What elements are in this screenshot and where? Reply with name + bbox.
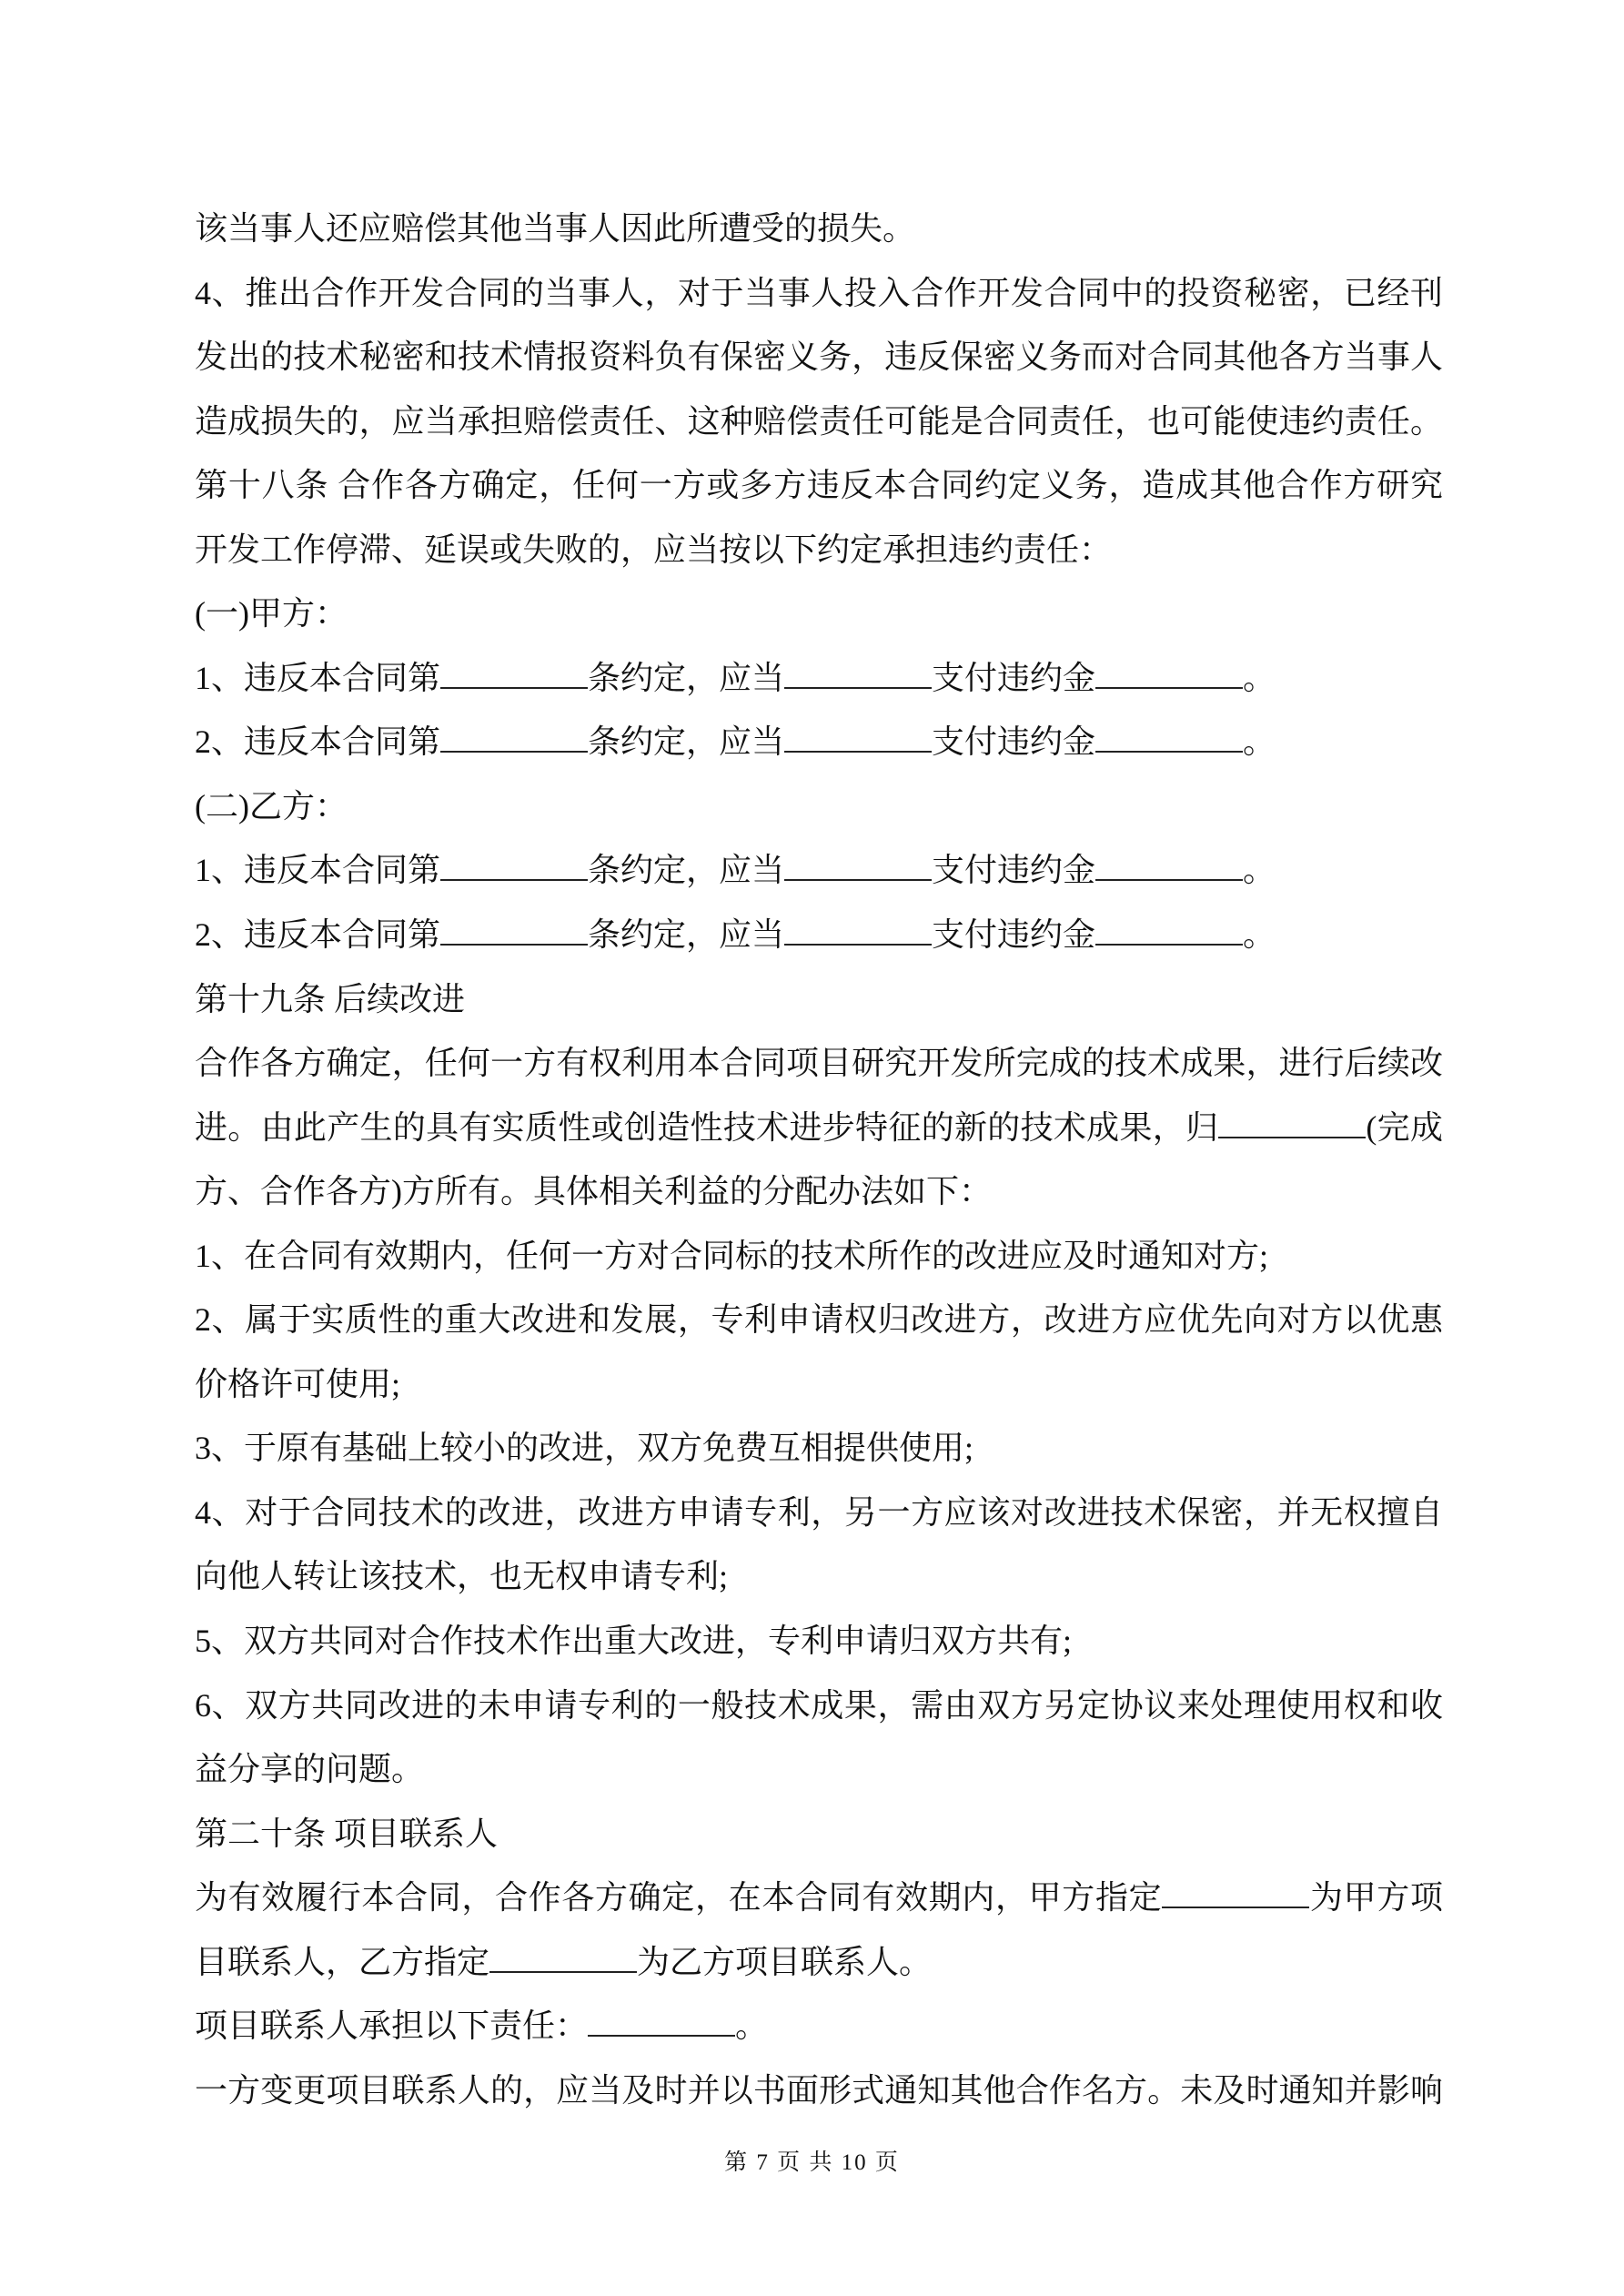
fill-in-blank[interactable] bbox=[1095, 662, 1243, 689]
text-segment: 为有效履行本合同，合作各方确定，在本合同有效期内，甲方指定 bbox=[195, 1879, 1163, 1917]
fill-in-blank[interactable] bbox=[440, 662, 588, 689]
text-line bbox=[195, 1416, 1443, 1481]
text-segment: 价格许可使用; bbox=[195, 1365, 401, 1402]
text-line bbox=[195, 1674, 1443, 1738]
text-line bbox=[195, 1930, 1443, 1995]
text-segment: 第十八条 合作各方确定，任何一方或多方违反本合同约定义务，造成其他合作方研究 bbox=[195, 467, 1443, 504]
text-line bbox=[195, 1609, 1443, 1674]
text-segment: 合作各方确定，任何一方有权利用本合同项目研究开发所完成的技术成果，进行后续改 bbox=[195, 1045, 1443, 1082]
document-body bbox=[195, 197, 1443, 2122]
text-line bbox=[195, 261, 1443, 326]
text-segment: 益分享的问题。 bbox=[195, 1751, 425, 1788]
text-line bbox=[195, 389, 1443, 454]
text-line bbox=[195, 1096, 1443, 1160]
text-segment: 条约定，应当 bbox=[588, 723, 785, 761]
fill-in-blank[interactable] bbox=[489, 1946, 637, 1973]
text-line bbox=[195, 1994, 1443, 2058]
text-line bbox=[195, 1031, 1443, 1096]
text-line bbox=[195, 1159, 1443, 1224]
page-footer: 第 7 页 共 10 页 bbox=[724, 2150, 900, 2175]
fill-in-blank[interactable] bbox=[440, 918, 588, 946]
text-segment: 5、双方共同对合作技术作出重大改进，专利申请归双方共有; bbox=[195, 1623, 1073, 1660]
text-segment: 1、违反本合同第 bbox=[195, 852, 441, 889]
text-segment: 支付违约金 bbox=[932, 916, 1096, 954]
text-line bbox=[195, 774, 1443, 839]
text-segment: 发出的技术秘密和技术情报资料负有保密义务，违反保密义务而对合同其他各方当事人 bbox=[195, 339, 1443, 376]
text-line bbox=[195, 838, 1443, 903]
text-line bbox=[195, 1544, 1443, 1609]
text-line bbox=[195, 2058, 1443, 2123]
text-segment: 1、在合同有效期内，任何一方对合同标的技术所作的改进应及时通知对方; bbox=[195, 1237, 1269, 1274]
text-segment: 3、于原有基础上较小的改进，双方免费互相提供使用; bbox=[195, 1430, 974, 1467]
text-segment: 1、违反本合同第 bbox=[195, 659, 441, 696]
text-line bbox=[195, 582, 1443, 646]
text-line bbox=[195, 325, 1443, 389]
text-line bbox=[195, 903, 1443, 967]
text-line bbox=[195, 967, 1443, 1032]
fill-in-blank[interactable] bbox=[1095, 725, 1243, 753]
text-segment: 目联系人，乙方指定 bbox=[195, 1943, 490, 1980]
text-line bbox=[195, 1737, 1443, 1802]
text-segment: (二)乙方： bbox=[195, 787, 348, 824]
fill-in-blank[interactable] bbox=[1095, 854, 1243, 881]
text-segment: 造成损失的，应当承担赔偿责任、这种赔偿责任可能是合同责任，也可能使违约责任。 bbox=[195, 402, 1443, 440]
text-line bbox=[195, 710, 1443, 774]
fill-in-blank[interactable] bbox=[440, 854, 588, 881]
text-segment: 。 bbox=[1243, 916, 1276, 954]
text-segment: 一方变更项目联系人的，应当及时并以书面形式通知其他合作名方。未及时通知并影响 bbox=[195, 2071, 1443, 2109]
text-segment: 为甲方项 bbox=[1309, 1879, 1443, 1917]
fill-in-blank[interactable] bbox=[784, 918, 932, 946]
text-line bbox=[195, 1481, 1443, 1545]
fill-in-blank[interactable] bbox=[588, 2009, 735, 2037]
text-segment: 支付违约金 bbox=[932, 723, 1096, 761]
text-segment: 第二十条 项目联系人 bbox=[195, 1815, 499, 1852]
text-segment: 4、推出合作开发合同的当事人，对于当事人投入合作开发合同中的投资秘密，已经刊 bbox=[195, 274, 1443, 311]
text-segment: 条约定，应当 bbox=[588, 659, 785, 696]
text-segment: 2、属于实质性的重大改进和发展，专利申请权归改进方，改进方应优先向对方以优惠 bbox=[195, 1301, 1443, 1339]
text-segment: 2、违反本合同第 bbox=[195, 723, 441, 761]
text-segment: (完成 bbox=[1366, 1108, 1443, 1146]
fill-in-blank[interactable] bbox=[1095, 918, 1243, 946]
text-segment: 项目联系人承担以下责任： bbox=[195, 2008, 589, 2045]
fill-in-blank[interactable] bbox=[784, 854, 932, 881]
text-segment: 方、合作各方)方所有。具体相关利益的分配办法如下： bbox=[195, 1173, 992, 1210]
text-segment: 4、对于合同技术的改进，改进方申请专利，另一方应该对改进技术保密，并无权擅自 bbox=[195, 1493, 1443, 1531]
text-segment: 。 bbox=[735, 2008, 769, 2045]
text-line bbox=[195, 453, 1443, 518]
text-segment: 。 bbox=[1243, 852, 1276, 889]
text-segment: 支付违约金 bbox=[932, 852, 1096, 889]
text-segment: 该当事人还应赔偿其他当事人因此所遭受的损失。 bbox=[195, 210, 916, 247]
fill-in-blank[interactable] bbox=[440, 725, 588, 753]
text-line bbox=[195, 1802, 1443, 1866]
text-line bbox=[195, 1352, 1443, 1417]
text-segment: 支付违约金 bbox=[932, 659, 1096, 696]
text-segment: 。 bbox=[1243, 659, 1276, 696]
text-segment: 为乙方项目联系人。 bbox=[637, 1943, 933, 1980]
text-segment: 开发工作停滞、延误或失败的，应当按以下约定承担违约责任： bbox=[195, 531, 1113, 568]
fill-in-blank[interactable] bbox=[1162, 1881, 1309, 1908]
text-line bbox=[195, 518, 1443, 582]
fill-in-blank[interactable] bbox=[784, 662, 932, 689]
text-segment: 条约定，应当 bbox=[588, 916, 785, 954]
text-segment: 2、违反本合同第 bbox=[195, 916, 441, 954]
text-segment: 条约定，应当 bbox=[588, 852, 785, 889]
text-segment: 向他人转让该技术，也无权申请专利; bbox=[195, 1558, 729, 1595]
text-segment: 。 bbox=[1243, 723, 1276, 761]
text-segment: 6、双方共同改进的未申请专利的一般技术成果，需由双方另定协议来处理使用权和收 bbox=[195, 1686, 1443, 1724]
text-segment: 第十九条 后续改进 bbox=[195, 980, 466, 1017]
text-segment: 进。由此产生的具有实质性或创造性技术进步特征的新的技术成果，归 bbox=[195, 1108, 1219, 1146]
fill-in-blank[interactable] bbox=[784, 725, 932, 753]
text-line bbox=[195, 197, 1443, 261]
text-segment: (一)甲方： bbox=[195, 595, 348, 632]
text-line bbox=[195, 1224, 1443, 1289]
fill-in-blank[interactable] bbox=[1218, 1111, 1366, 1138]
text-line bbox=[195, 1288, 1443, 1352]
text-line bbox=[195, 1866, 1443, 1930]
text-line bbox=[195, 646, 1443, 711]
